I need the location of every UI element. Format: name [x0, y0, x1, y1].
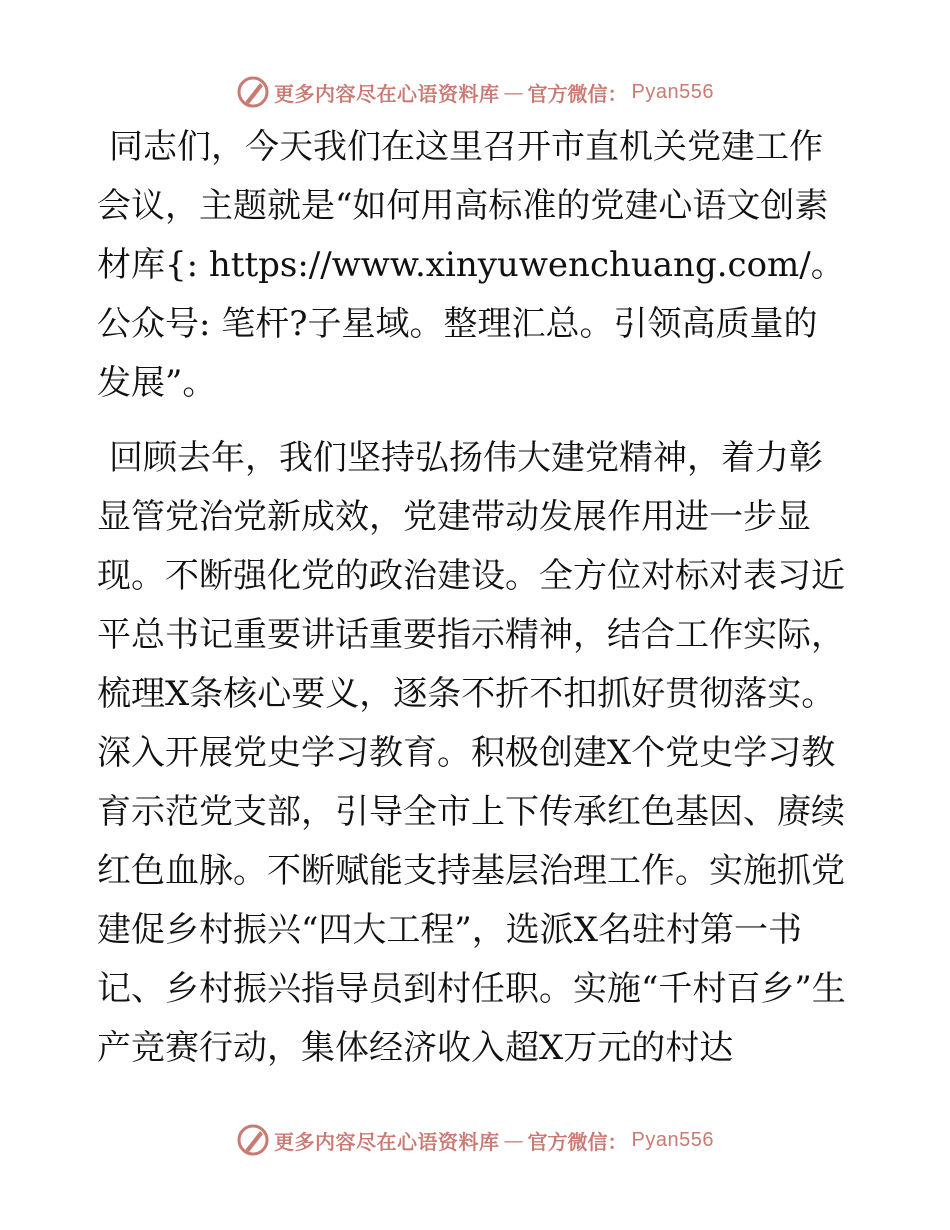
watermark-text: 更多内容尽在心语资料库	[274, 81, 500, 106]
paragraph-review: 回顾去年，我们坚持弘扬伟大建党精神，着力彰显管党治党新成效，党建带动发展作用进一步显现。不断强化党的政治建设。全方位对标对表习近平总书记重要讲话重要指示精神，结合工作实际，梳理X条核心要义，逐条不折不扣抓好贯彻落实。深入开展党史学习教育。积极创建X个党史学习教育示范党支部，引导全市上下传承红色基因、赓续红色血脉。不断赋能支持基层治理工作。实施抓党建促乡村振兴“四大工程”，选派X名驻村第一书记、乡村振兴指导员到村任职。实施“千村百乡”生产竞赛行动，集体经济收入超X万元的村达	[97, 438, 846, 1068]
header-watermark	[0, 72, 950, 112]
pen-logo-icon	[236, 1123, 270, 1157]
pen-logo-icon	[236, 75, 270, 109]
watermark-handle: Pyan556	[631, 1128, 714, 1151]
watermark-text: 更多内容尽在心语资料库	[274, 1129, 500, 1154]
watermark-handle: Pyan556	[631, 80, 714, 103]
watermark-label: 官方微信：	[527, 1129, 628, 1154]
document-body	[97, 118, 849, 1078]
footer-watermark	[0, 1120, 950, 1160]
watermark-dash: —	[503, 1128, 524, 1152]
watermark-label: 官方微信：	[527, 81, 628, 106]
paragraph-intro: 同志们，今天我们在这里召开市直机关党建工作会议，主题就是“如何用高标准的党建心语文创素材库{: https://www.xinyuwenchuang.com/。公众号: 笔杆?子星域。整理汇总。引领高质量的发展”。	[97, 127, 845, 403]
watermark-dash: —	[503, 80, 524, 104]
